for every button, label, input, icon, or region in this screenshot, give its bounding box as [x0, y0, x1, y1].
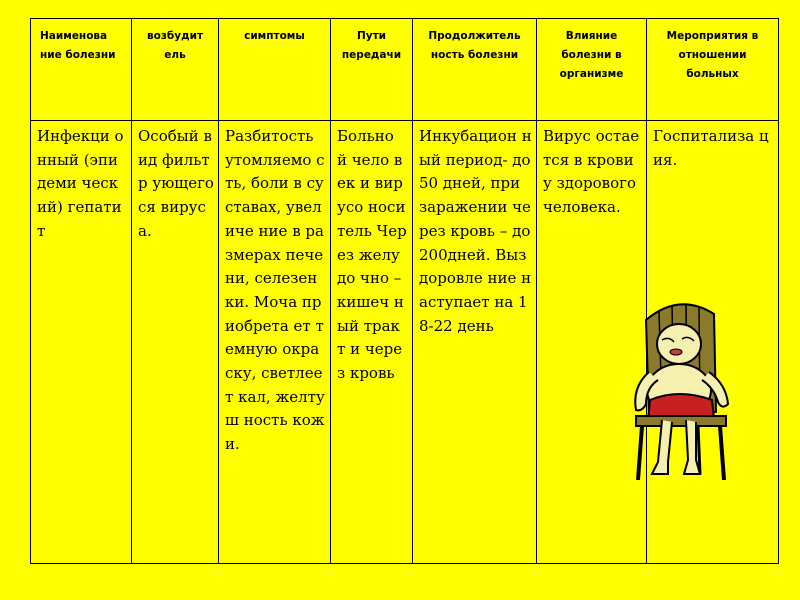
cell-disease-name: Инфекци онный (эпидеми ческий) гепатит: [31, 121, 132, 564]
cell-pathogen: Особый вид фильтр ующего ся вируса.: [132, 121, 219, 564]
cell-duration: Инкубацион ный период- до 50 дней, при заражении через кровь – до 200дней. Выздоровле ние наступает на 18-22 день: [413, 121, 537, 564]
cell-transmission: Больно й чело век и вирусо носи тель Через желудо чно – кишеч ный тракт и через кровь: [331, 121, 413, 564]
header-measures: Мероприятия в отношении больных: [647, 19, 779, 121]
cell-effect: Вирус остается в крови у здорового человека.: [537, 121, 647, 564]
header-disease-name: Наименова ние болезни: [31, 19, 132, 121]
header-row: [31, 19, 779, 121]
header-transmission: Пути передачи: [331, 19, 413, 121]
header-pathogen: возбудит ель: [132, 19, 219, 121]
header-symptoms: симптомы: [219, 19, 331, 121]
cell-symptoms: Разбитость утомляемо сть, боли в суставах, увеличе ние в размерах печени, селезенки. Моча приобрета ет темную окраску, светлеет кал, желтуш ность кожи.: [219, 121, 331, 564]
header-duration: Продолжитель ность болезни: [413, 19, 537, 121]
sick-man-in-chair-illustration: [624, 292, 734, 487]
header-effect: Влияние болезни в организме: [537, 19, 647, 121]
cell-measures: Госпитализа ция.: [647, 121, 779, 564]
